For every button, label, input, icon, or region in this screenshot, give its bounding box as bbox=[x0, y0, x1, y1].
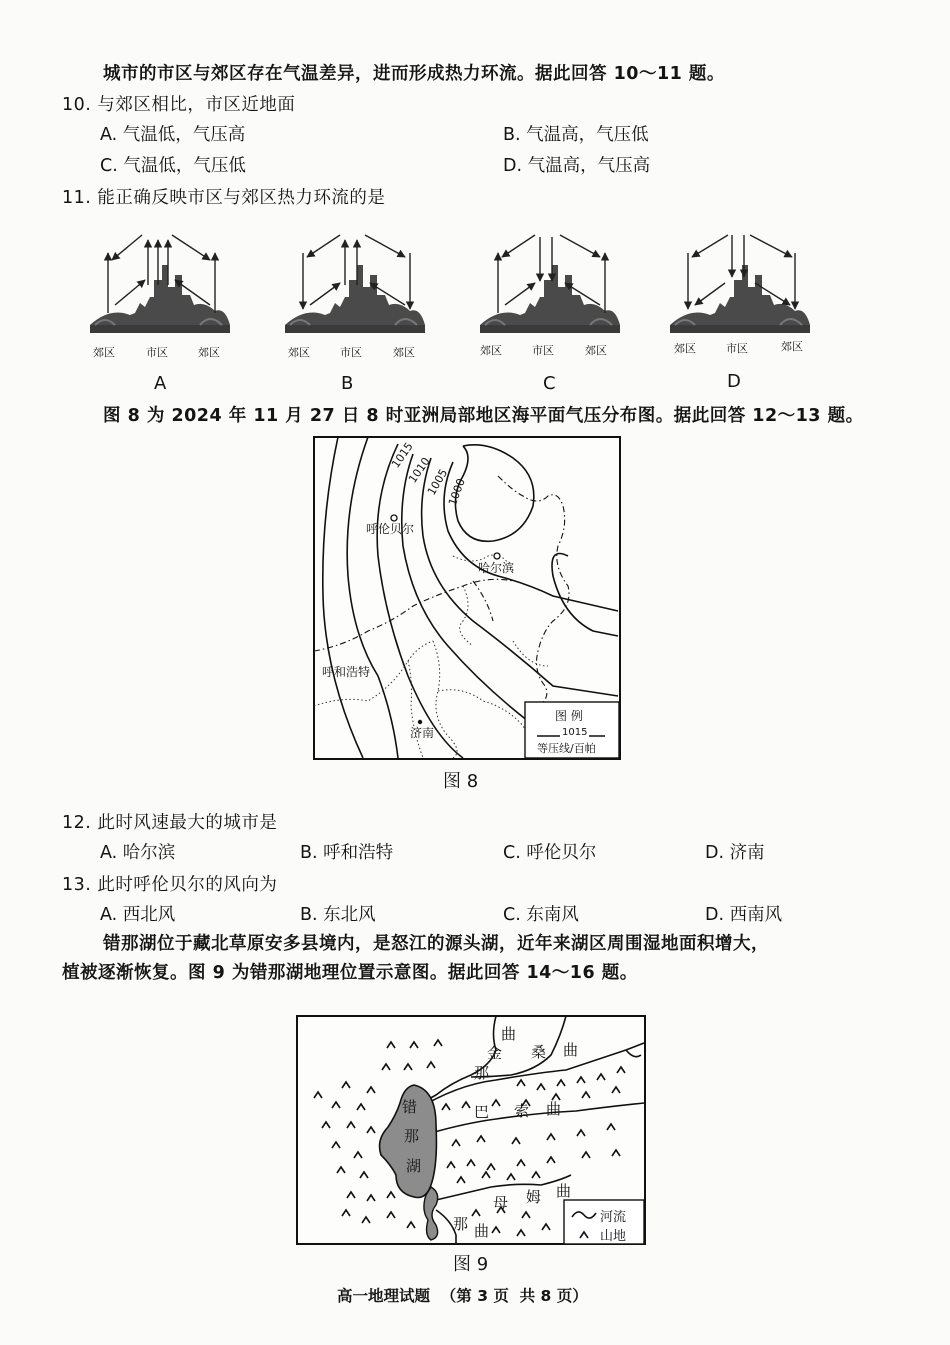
river-sang-label-2: 曲 bbox=[563, 1041, 579, 1059]
q12-option-c[interactable]: C. 呼伦贝尔 bbox=[503, 843, 597, 863]
intro-q10-11: 城市的市区与郊区存在气温差异，进而形成热力环流。据此回答 10～11 题。 bbox=[103, 64, 725, 84]
river-jinna-label-1: 金 bbox=[487, 1044, 503, 1062]
diagram-b-left-label: 郊区 bbox=[288, 346, 310, 359]
q12-option-b[interactable]: B. 呼和浩特 bbox=[300, 843, 394, 863]
legend-isobar-label: 等压线/百帕 bbox=[537, 742, 596, 755]
diagram-a-mid-label: 市区 bbox=[146, 346, 168, 359]
diagram-b bbox=[285, 235, 425, 333]
diagram-b-right-label: 郊区 bbox=[393, 346, 415, 359]
isobar-label-1015: 1015 bbox=[389, 440, 416, 471]
q10-option-c[interactable]: C. 气温低，气压低 bbox=[100, 156, 246, 176]
diagram-c bbox=[480, 235, 620, 333]
page-footer: 高一地理试题 （第 3 页 共 8 页） bbox=[337, 1287, 588, 1305]
river-naqu-label-2: 曲 bbox=[474, 1222, 490, 1240]
q12-option-a[interactable]: A. 哈尔滨 bbox=[100, 843, 176, 863]
river-mumu-label-2: 姆 bbox=[526, 1188, 542, 1206]
legend-river-label: 河流 bbox=[600, 1210, 627, 1225]
river-mumu-label-3: 曲 bbox=[556, 1182, 572, 1200]
q13-option-c[interactable]: C. 东南风 bbox=[503, 905, 579, 925]
diagram-d-left-label: 郊区 bbox=[674, 342, 696, 355]
diagram-b-letter[interactable]: B bbox=[341, 373, 354, 394]
diagram-d-mid-label: 市区 bbox=[726, 342, 748, 355]
river-basuo-label-1: 巴 bbox=[474, 1103, 490, 1121]
q10-option-d[interactable]: D. 气温高，气压高 bbox=[503, 156, 651, 176]
intro-q14-16-line1: 错那湖位于藏北草原安多县境内，是怒江的源头湖，近年来湖区周围湿地面积增大， bbox=[103, 934, 769, 954]
diagram-d-right-label: 郊区 bbox=[781, 340, 803, 353]
diagram-c-right-label: 郊区 bbox=[585, 344, 607, 357]
intro-q12-13: 图 8 为 2024 年 11 月 27 日 8 时亚洲局部地区海平面气压分布图。据此回答 12～13 题。 bbox=[103, 406, 864, 426]
q10-option-b[interactable]: B. 气温高，气压低 bbox=[503, 125, 649, 145]
lake-label-3: 湖 bbox=[406, 1157, 422, 1175]
isobar-label-1010: 1010 bbox=[406, 455, 433, 486]
q13-option-d[interactable]: D. 西南风 bbox=[705, 905, 783, 925]
diagram-c-mid-label: 市区 bbox=[532, 344, 554, 357]
q10-stem: 10. 与郊区相比，市区近地面 bbox=[62, 95, 296, 115]
lake-label-2: 那 bbox=[404, 1127, 420, 1145]
figure-8-caption: 图 8 bbox=[443, 771, 479, 792]
diagram-a-right-label: 郊区 bbox=[198, 346, 220, 359]
lake-label-1: 错 bbox=[402, 1098, 418, 1116]
diagram-c-left-label: 郊区 bbox=[480, 344, 502, 357]
river-jinna-label-2: 那 bbox=[474, 1064, 490, 1082]
river-label-qu-top: 曲 bbox=[501, 1025, 517, 1043]
city-jinan: 济南 bbox=[410, 726, 435, 740]
city-hohhot: 呼和浩特 bbox=[322, 665, 371, 679]
q12-option-d[interactable]: D. 济南 bbox=[705, 843, 765, 863]
q11-stem: 11. 能正确反映市区与郊区热力环流的是 bbox=[62, 188, 386, 208]
q13-stem: 13. 此时呼伦贝尔的风向为 bbox=[62, 875, 278, 895]
diagram-c-letter[interactable]: C bbox=[543, 373, 556, 394]
river-sang-label-1: 桑 bbox=[531, 1043, 547, 1061]
intro-q14-16-line2: 植被逐渐恢复。图 9 为错那湖地理位置示意图。据此回答 14～16 题。 bbox=[62, 963, 638, 983]
q13-option-b[interactable]: B. 东北风 bbox=[300, 905, 376, 925]
diagram-a bbox=[90, 235, 230, 333]
figure-9-caption: 图 9 bbox=[453, 1254, 489, 1275]
diagram-b-mid-label: 市区 bbox=[340, 346, 362, 359]
legend-title: 图 例 bbox=[555, 709, 583, 723]
diagram-d bbox=[670, 235, 810, 333]
legend-isobar-value: 1015 bbox=[562, 727, 588, 738]
river-basuo-label-2: 索 bbox=[514, 1102, 530, 1120]
q10-option-a[interactable]: A. 气温低，气压高 bbox=[100, 125, 246, 145]
isobar-label-1000: 1000 bbox=[446, 476, 468, 508]
isobar-label-1005: 1005 bbox=[425, 466, 451, 498]
diagram-d-letter[interactable]: D bbox=[727, 371, 741, 392]
city-harbin: 哈尔滨 bbox=[478, 561, 515, 575]
figure-9-lake-map bbox=[296, 1015, 646, 1245]
river-basuo-label-3: 曲 bbox=[546, 1100, 562, 1118]
q12-stem: 12. 此时风速最大的城市是 bbox=[62, 813, 278, 833]
river-mumu-label-1: 母 bbox=[493, 1194, 509, 1212]
diagram-a-letter[interactable]: A bbox=[154, 373, 167, 394]
diagram-a-left-label: 郊区 bbox=[93, 346, 115, 359]
q13-option-a[interactable]: A. 西北风 bbox=[100, 905, 176, 925]
river-naqu-label-1: 那 bbox=[453, 1215, 469, 1233]
legend-mountain-label: 山地 bbox=[600, 1229, 627, 1244]
q11-diagrams bbox=[80, 225, 870, 395]
city-hulunbuir: 呼伦贝尔 bbox=[366, 522, 415, 536]
